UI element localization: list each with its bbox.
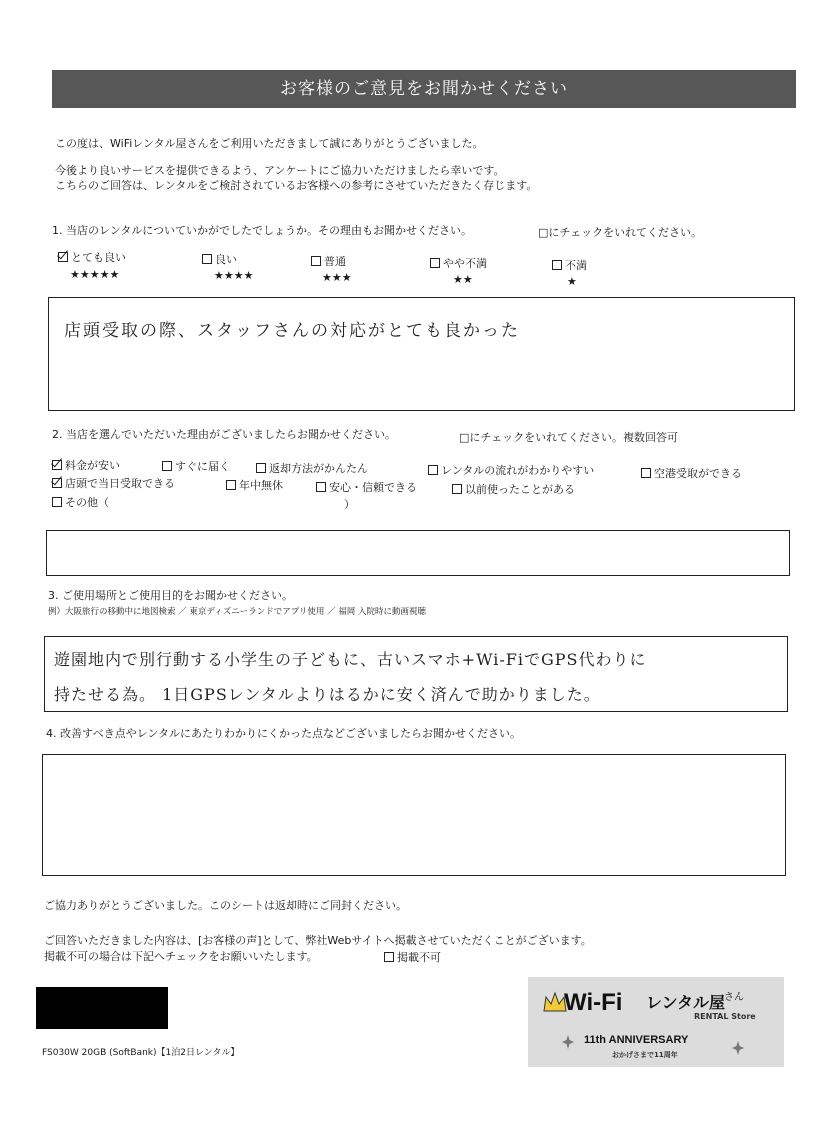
q2-option-store-same-day[interactable]: 店頭で当日受取できる — [52, 477, 175, 491]
page-title: お客様のご意見をお聞かせください — [52, 70, 796, 108]
logo-anniversary: 11th ANNIVERSARY — [584, 1034, 689, 1046]
checkbox[interactable] — [311, 256, 321, 266]
q2-question: 2. 当店を選んでいただいた理由がございましたらお聞かせください。 — [52, 428, 396, 441]
q2-option-airport-pickup[interactable]: 空港受取ができる — [641, 467, 742, 481]
thanks-text: ご協力ありがとうございました。このシートは返却時にご同封ください。 — [44, 899, 407, 912]
checkbox[interactable] — [384, 952, 394, 962]
publish-notice-line-1: ご回答いただきました内容は、[お客様の声]として、弊社Webサイトへ掲載させていただくことがございます。 — [44, 934, 592, 947]
checkbox[interactable] — [52, 497, 62, 507]
logo-san: さん — [724, 992, 744, 1003]
sparkle-icon — [562, 1034, 574, 1048]
checkbox[interactable] — [256, 463, 266, 473]
q1-answer-text: 店頭受取の際、スタッフさんの対応がとても良かった — [64, 321, 520, 341]
q1-stars-1: ★ — [567, 275, 577, 288]
logo-brand: Wi-Fi — [564, 989, 623, 1016]
q2-option-easy-flow[interactable]: レンタルの流れがわかりやすい — [428, 464, 594, 478]
intro-line-2: 今後より良いサービスを提供できるよう、アンケートにご協力いただけましたら幸いです。 — [55, 164, 505, 177]
q1-instruction: □にチェックをいれてください。 — [538, 226, 703, 239]
logo-name: レンタル屋 — [646, 993, 725, 1012]
q4-question: 4. 改善すべき点やレンタルにあたりわかりにくかった点などございましたらお聞かせください。 — [46, 727, 522, 740]
q2-instruction: □にチェックをいれてください。複数回答可 — [459, 431, 679, 444]
checkbox-checked[interactable] — [52, 460, 62, 470]
checkbox[interactable] — [428, 465, 438, 475]
q2-option-fast-delivery[interactable]: すぐに届く — [162, 460, 230, 474]
intro-line-3: こちらのご回答は、レンタルをご検討されているお客様への参考にさせていただきたく存じます。 — [55, 179, 538, 192]
checkbox-checked[interactable] — [52, 478, 62, 488]
q1-answer-box[interactable] — [48, 297, 795, 411]
q2-answer-box[interactable] — [46, 530, 790, 576]
q2-option-open-all-year[interactable]: 年中無休 — [226, 479, 283, 493]
q2-option-trustworthy[interactable]: 安心・信頼できる — [316, 481, 417, 495]
q4-answer-box[interactable] — [42, 754, 786, 876]
sparkle-icon — [732, 1040, 744, 1054]
logo-sub: RENTAL Store — [694, 1012, 756, 1021]
checkbox[interactable] — [641, 468, 651, 478]
intro-line-1: この度は、WiFiレンタル屋さんをご利用いただきまして誠にありがとうございました。 — [55, 137, 484, 150]
q3-question: 3. ご使用場所とご使用目的をお聞かせください。 — [48, 589, 293, 602]
checkbox[interactable] — [202, 254, 212, 264]
q1-option-good[interactable]: 良い — [202, 253, 237, 267]
q1-stars-5: ★★★★★ — [70, 268, 120, 281]
checkbox-checked[interactable] — [58, 252, 68, 262]
q1-question: 1. 当店のレンタルについていかがでしたでしょうか。その理由もお聞かせください。 — [52, 224, 473, 237]
q3-answer-line-2: 持たせる為。 1日GPSレンタルよりはるかに安く済んで助かりました。 — [54, 685, 601, 704]
q1-stars-4: ★★★★ — [214, 269, 254, 282]
checkbox[interactable] — [316, 482, 326, 492]
company-logo — [528, 977, 784, 1067]
q2-option-other[interactable]: その他（ — [52, 496, 109, 510]
q3-answer-line-1: 遊園地内で別行動する小学生の子どもに、古いスマホ+Wi-FiでGPS代わりに — [54, 650, 647, 669]
q3-example: 例）大阪旅行の移動中に地図検索 ／ 東京ディズニーランドでアプリ使用 ／ 福岡 入院時に動画視聴 — [48, 607, 426, 617]
redacted-block — [36, 987, 168, 1029]
q2-option-cheap[interactable]: 料金が安い — [52, 459, 120, 473]
q1-option-dissatisfied[interactable]: 不満 — [552, 259, 587, 273]
q1-option-very-good[interactable]: とても良い — [58, 251, 126, 265]
q2-other-close: ） — [344, 498, 355, 511]
q1-option-normal[interactable]: 普通 — [311, 255, 346, 269]
publish-notice-line-2: 掲載不可の場合は下記へチェックをお願いいたします。 — [44, 950, 318, 963]
checkbox[interactable] — [552, 260, 562, 270]
checkbox[interactable] — [452, 484, 462, 494]
checkbox[interactable] — [430, 258, 440, 268]
logo-thanks-years: おかげさまで11周年 — [612, 1051, 678, 1059]
product-info: FS030W 20GB (SoftBank)【1泊2日レンタル】 — [42, 1048, 240, 1058]
q2-option-used-before[interactable]: 以前使ったことがある — [452, 483, 575, 497]
q1-stars-2: ★★ — [453, 273, 473, 286]
q1-option-somewhat-dissatisfied[interactable]: やや不満 — [430, 257, 487, 271]
checkbox[interactable] — [226, 480, 236, 490]
q1-stars-3: ★★★ — [322, 271, 352, 284]
checkbox[interactable] — [162, 461, 172, 471]
no-publish-option[interactable]: 掲載不可 — [384, 951, 441, 965]
q2-option-easy-return[interactable]: 返却方法がかんたん — [256, 462, 368, 476]
